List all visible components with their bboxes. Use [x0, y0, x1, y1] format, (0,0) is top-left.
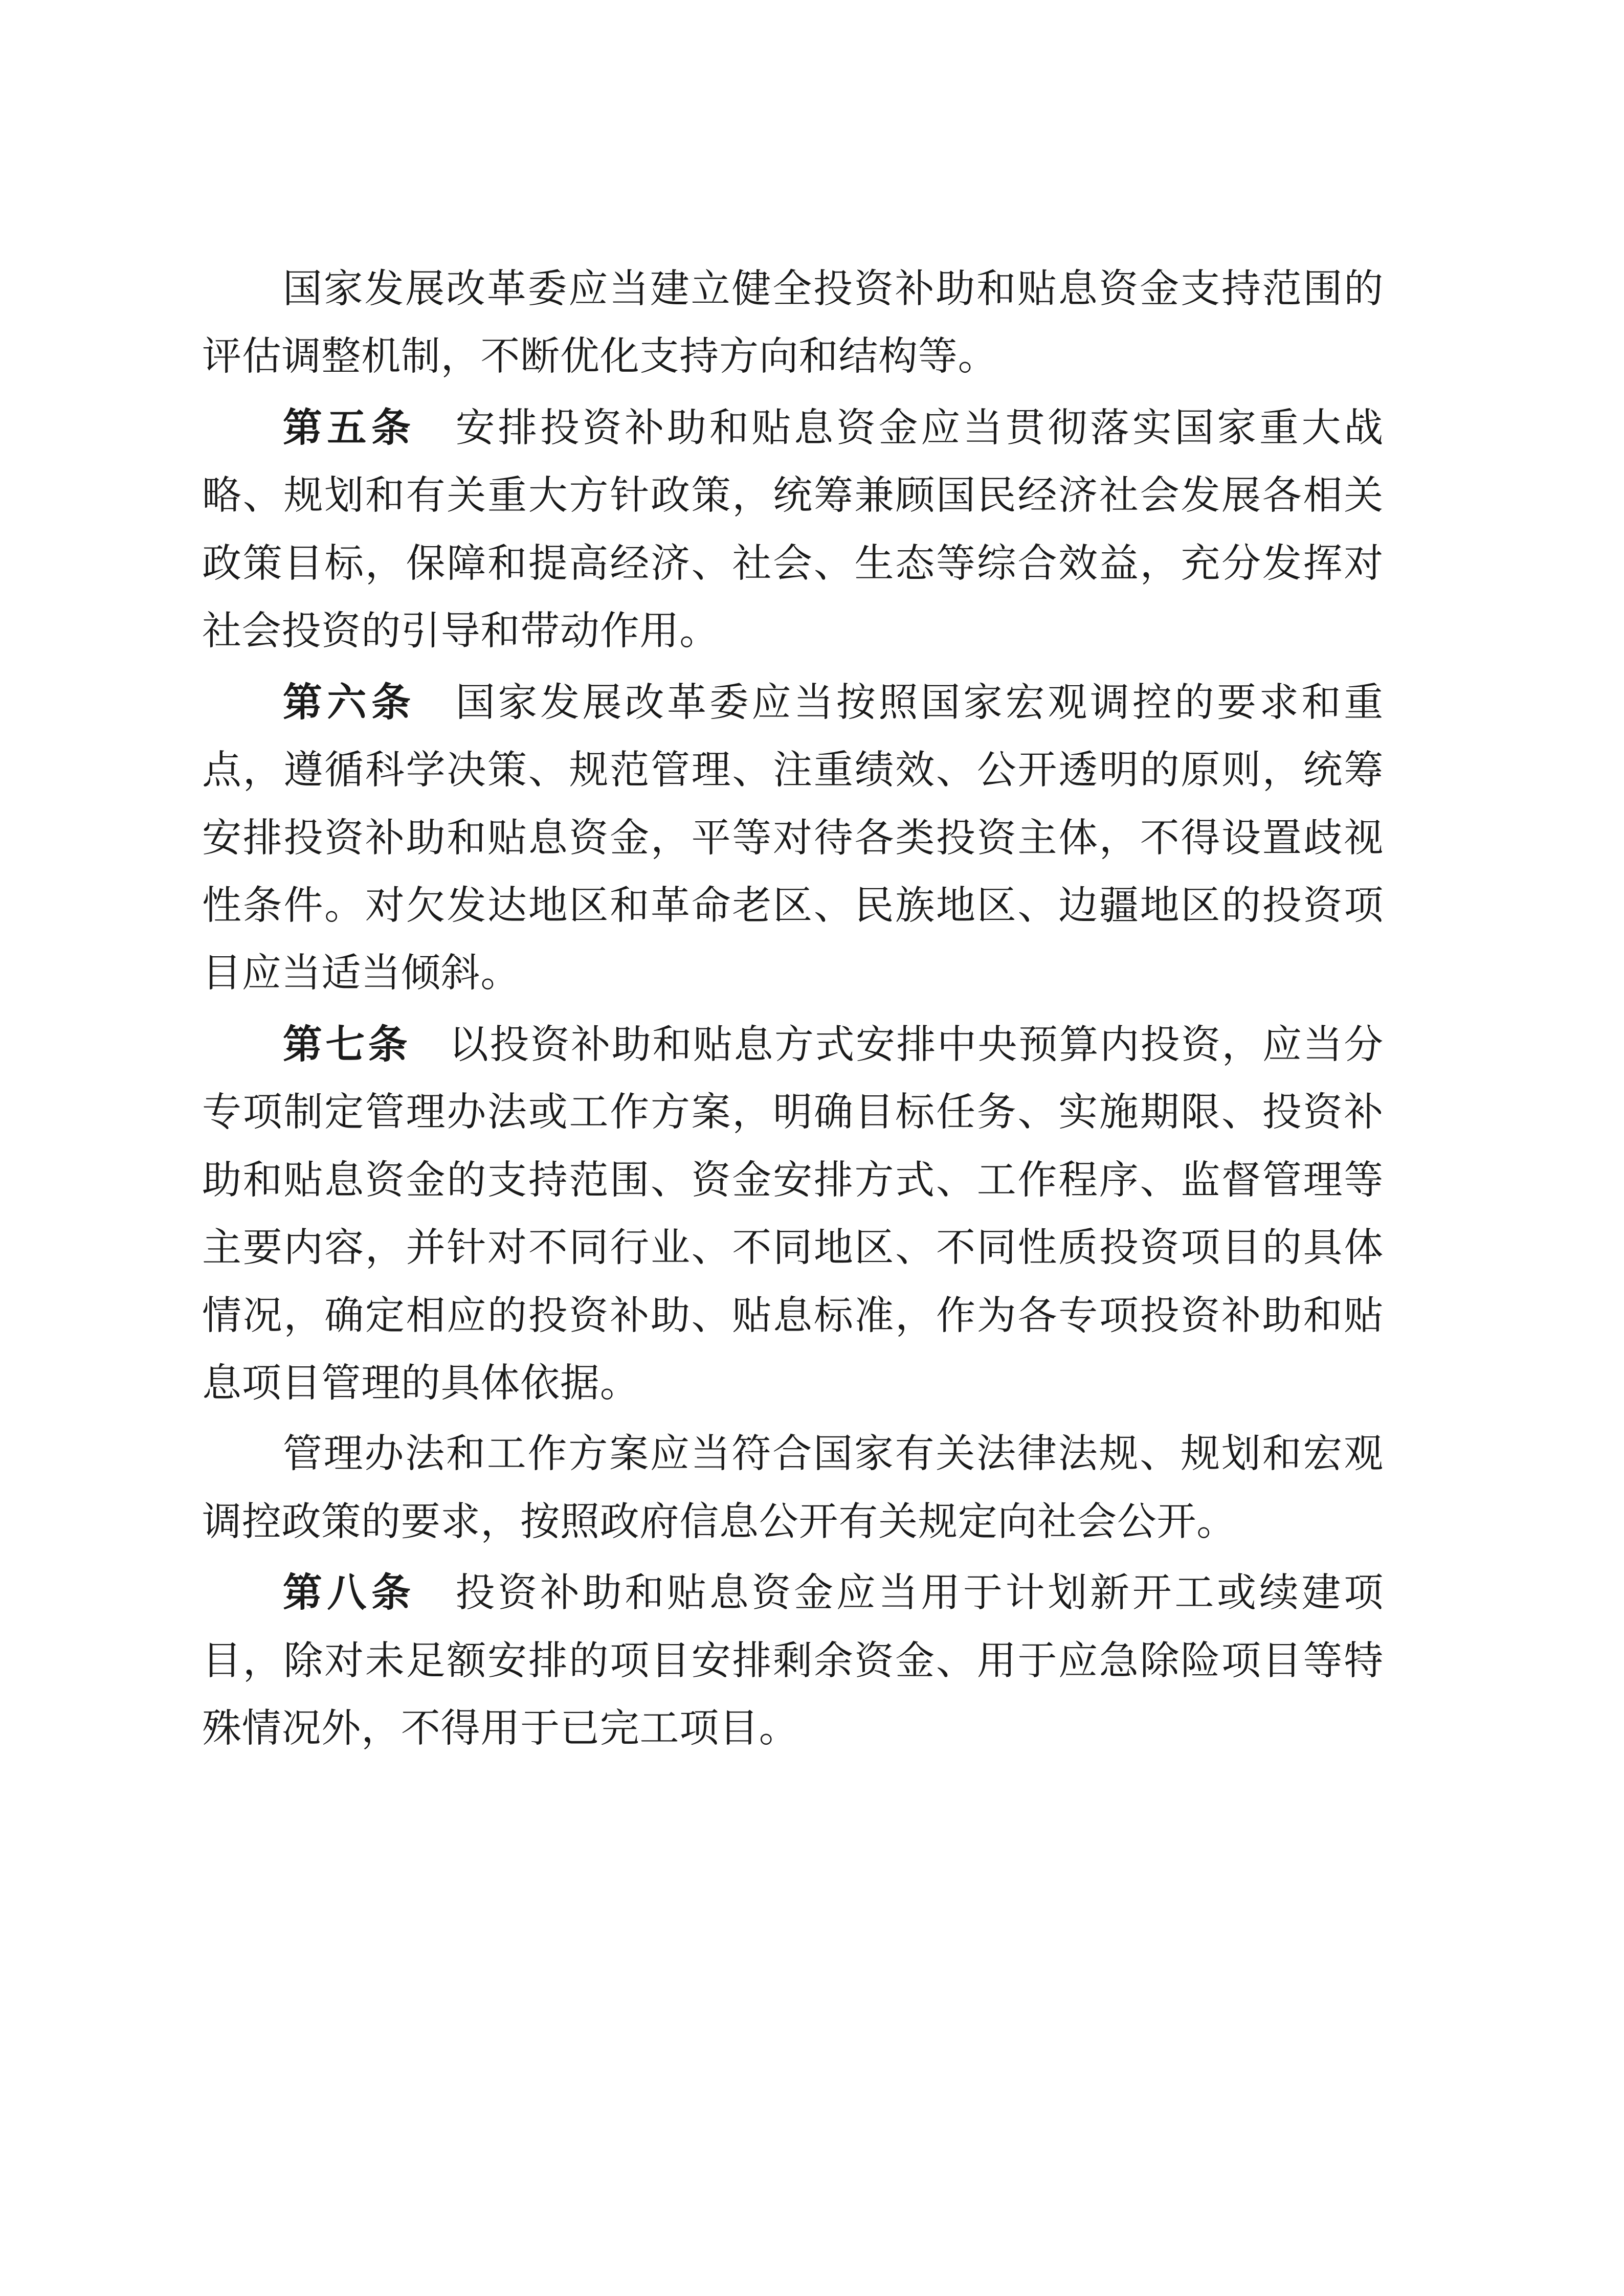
- paragraph: [202, 1559, 1384, 1763]
- paragraph-text: 安排投资补助和贴息资金应当贯彻落实国家重大战略、规划和有关重大方针政策，统筹兼顾国民经济社会发展各相关政策目标，保障和提高经济、社会、生态等综合效益，充分发挥对社会投资的引导和带动作用。: [202, 405, 1384, 655]
- paragraph-text: 管理办法和工作方案应当符合国家有关法律法规、规划和宏观调控政策的要求，按照政府信息公开有关规定向社会公开。: [202, 1431, 1384, 1545]
- paragraph: [202, 394, 1384, 666]
- article-label: 第五条: [282, 404, 416, 451]
- document-body: [202, 256, 1384, 1763]
- article-label: 第八条: [282, 1570, 416, 1616]
- article-label: 第六条: [282, 679, 416, 726]
- paragraph: [202, 1421, 1384, 1556]
- paragraph: [202, 1011, 1384, 1418]
- paragraph-text: 投资补助和贴息资金应当用于计划新开工或续建项目，除对未足额安排的项目安排剩余资金、用于应急除险项目等特殊情况外，不得用于已完工项目。: [202, 1570, 1384, 1752]
- paragraph: [202, 669, 1384, 1008]
- paragraph-text: 国家发展改革委应当按照国家宏观调控的要求和重点，遵循科学决策、规范管理、注重绩效、公开透明的原则，统筹安排投资补助和贴息资金，平等对待各类投资主体，不得设置歧视性条件。对欠发达地区和革命老区、民族地区、边疆地区的投资项目应当适当倾斜。: [202, 680, 1384, 997]
- paragraph-text: 以投资补助和贴息方式安排中央预算内投资，应当分专项制定管理办法或工作方案，明确目标任务、实施期限、投资补助和贴息资金的支持范围、资金安排方式、工作程序、监督管理等主要内容，并针对不同行业、不同地区、不同性质投资项目的具体情况，确定相应的投资补助、贴息标准，作为各专项投资补助和贴息项目管理的具体依据。: [202, 1022, 1384, 1406]
- article-label: 第七条: [282, 1021, 411, 1068]
- paragraph-text: 国家发展改革委应当建立健全投资补助和贴息资金支持范围的评估调整机制，不断优化支持方向和结构等。: [202, 266, 1384, 380]
- paragraph: [202, 256, 1384, 391]
